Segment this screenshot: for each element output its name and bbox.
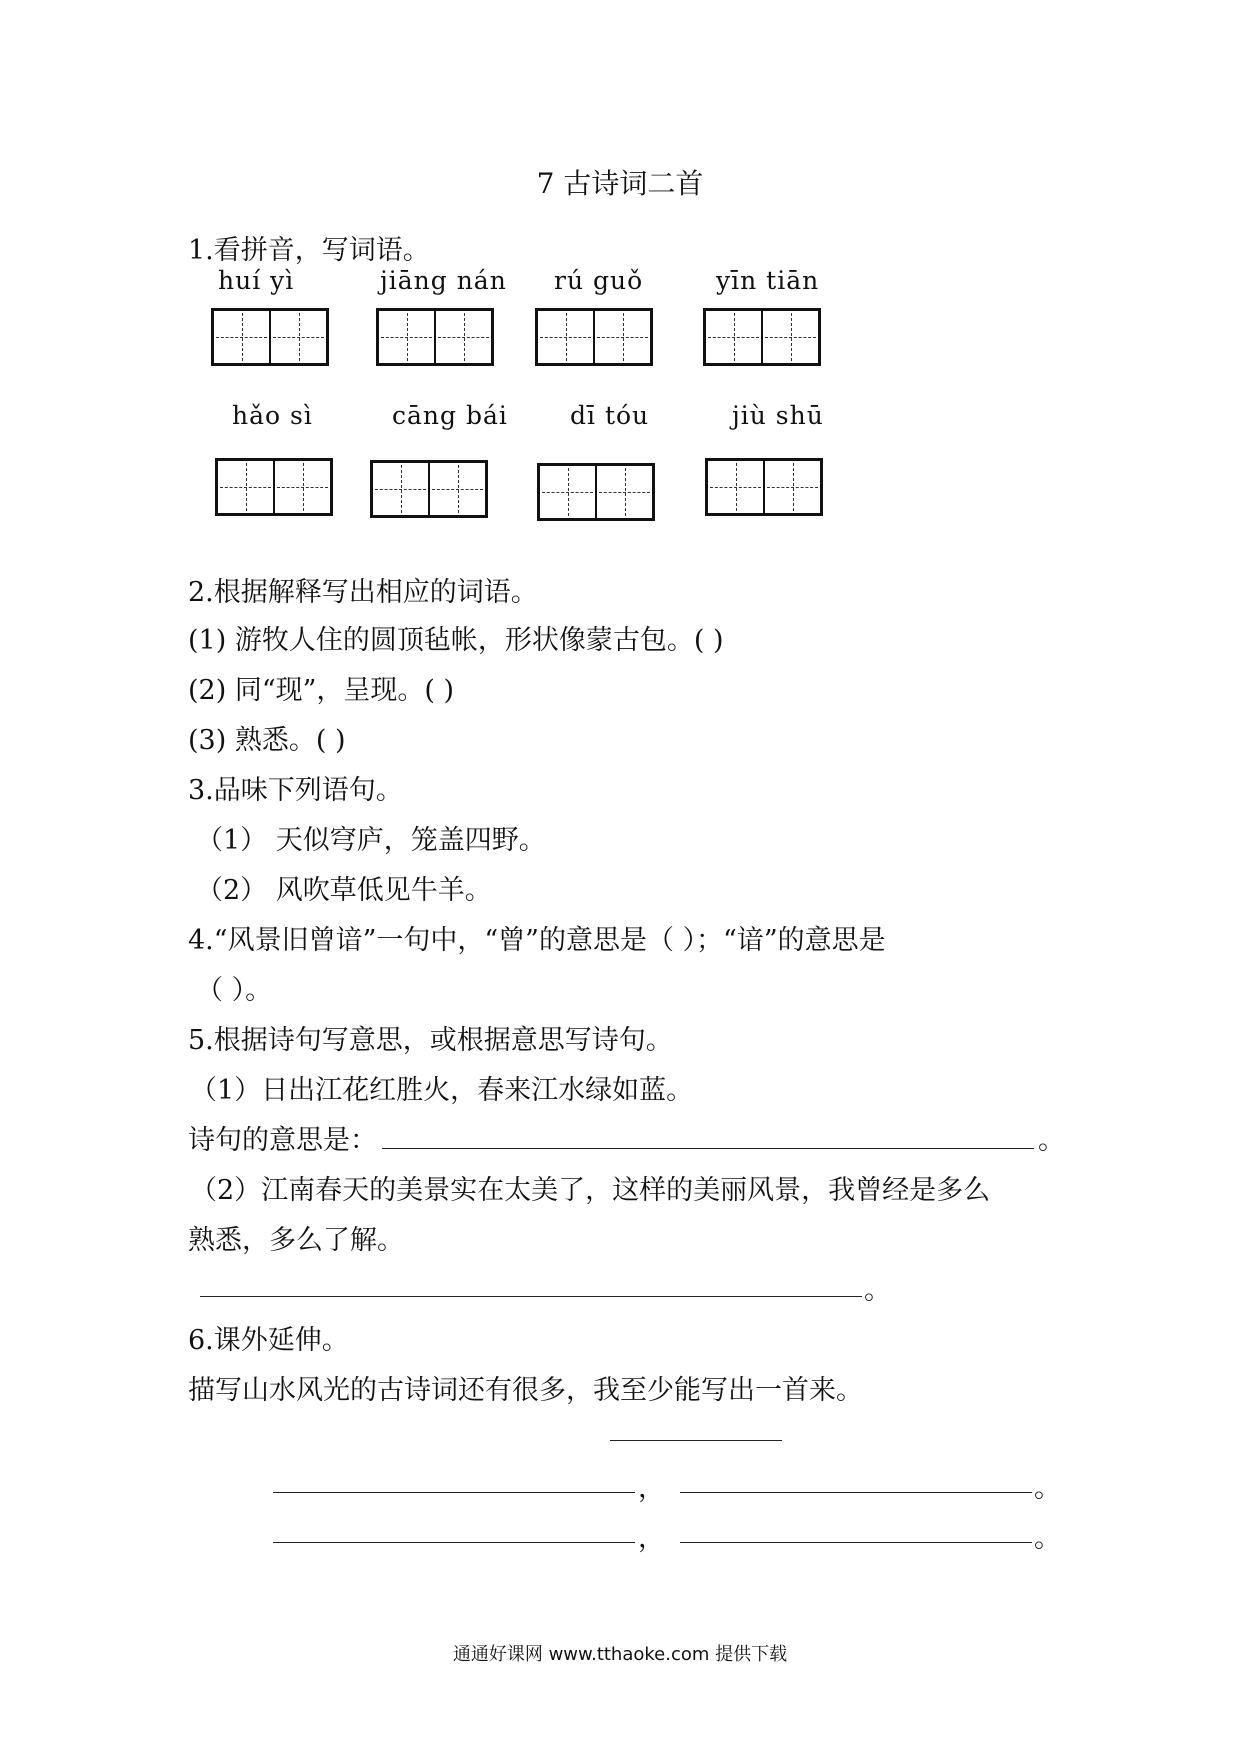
answer-line[interactable] [382,1148,1034,1149]
poem-line[interactable] [680,1492,1032,1493]
writing-grid[interactable] [703,308,821,366]
q6-text: 描写山水风光的古诗词还有很多，我至少能写出一首来。 [188,1375,863,1406]
q1-heading: 1.看拼音，写词语。 [188,235,430,266]
q5-item-2-line-2: 熟悉，多么了解。 [188,1225,404,1256]
writing-grid[interactable] [537,463,655,521]
writing-grid[interactable] [211,308,329,366]
q5-meaning-label: 诗句的意思是： [188,1125,377,1156]
page-title: 7 古诗词二首 [536,167,704,200]
answer-line[interactable] [200,1296,862,1297]
period: 。 [864,1275,891,1306]
period: 。 [1038,1125,1065,1156]
writing-grid[interactable] [705,458,823,516]
pinyin-4: yīn tiān [716,266,820,295]
q6-heading: 6.课外延伸。 [188,1325,349,1356]
q2-item-2: (2) 同“现”，呈现。( ) [188,675,455,706]
pinyin-7: dī tóu [570,401,650,430]
writing-grid[interactable] [376,308,494,366]
footer-text: 通通好课网 www.tthaoke.com 提供下载 [452,1644,788,1665]
q2-item-1: (1) 游牧人住的圆顶毡帐，形状像蒙古包。( ) [188,625,724,656]
writing-grid[interactable] [535,308,653,366]
writing-grid[interactable] [370,460,488,518]
writing-grid[interactable] [215,458,333,516]
pinyin-2: jiāng nán [380,266,507,295]
q5-item-2-line-1: （2）江南春天的美景实在太美了，这样的美丽风景，我曾经是多么 [190,1175,991,1206]
poem-line[interactable] [273,1492,635,1493]
pinyin-5: hǎo sì [232,401,313,430]
q4-line-1: 4.“风景旧曾谙”一句中，“曾”的意思是（ ）；“谙”的意思是 [188,925,886,956]
q3-item-2: （2） 风吹草低见牛羊。 [196,875,492,906]
poem-line[interactable] [680,1542,1032,1543]
pinyin-6: cāng bái [392,401,508,430]
q5-item-1: （1）日出江花红胜火，春来江水绿如蓝。 [190,1075,694,1106]
period: 。 [1034,1473,1061,1504]
pinyin-3: rú guǒ [554,266,644,295]
comma: ， [638,1473,665,1504]
q4-line-2: （ ）。 [196,975,273,1006]
q5-heading: 5.根据诗句写意思，或根据意思写诗句。 [188,1025,673,1056]
q3-item-1: （1） 天似穹庐，笼盖四野。 [196,825,546,856]
poem-title-line[interactable] [610,1440,782,1441]
period: 。 [1034,1523,1061,1554]
poem-line[interactable] [273,1542,635,1543]
pinyin-8: jiù shū [732,401,824,430]
comma: ， [638,1523,665,1554]
q3-heading: 3.品味下列语句。 [188,775,403,806]
pinyin-1: huí yì [218,266,295,295]
q2-item-3: (3) 熟悉。( ) [188,725,346,756]
q2-heading: 2.根据解释写出相应的词语。 [188,577,538,608]
